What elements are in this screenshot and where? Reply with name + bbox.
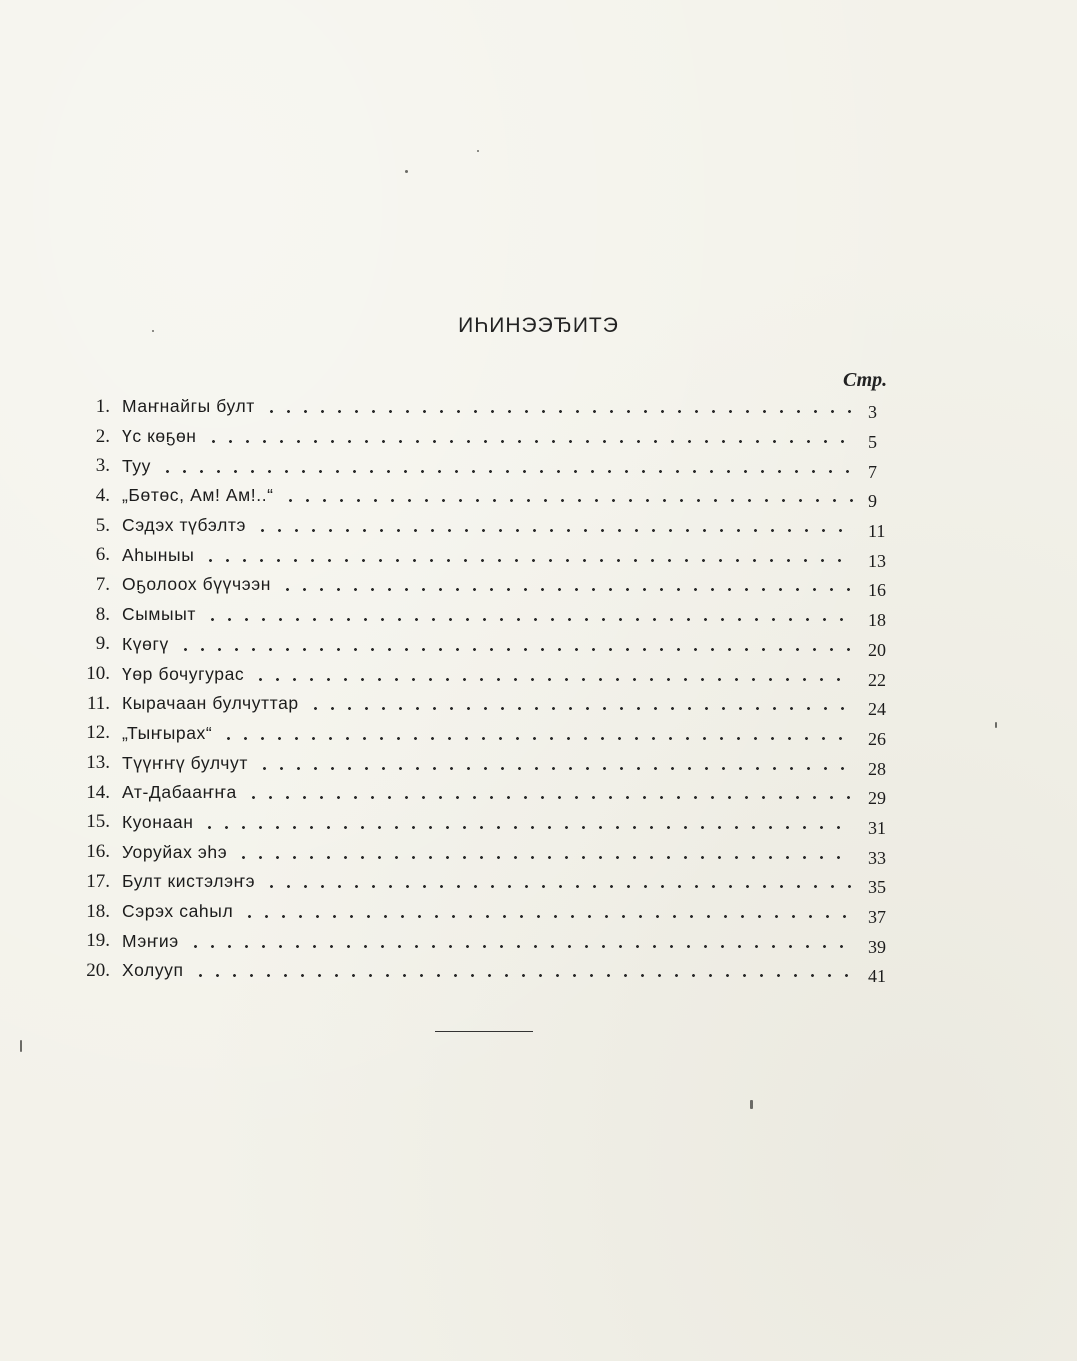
- entry-title: Аһыныы: [122, 544, 195, 565]
- dot-leader: [256, 767, 854, 770]
- dot-leader: [204, 618, 854, 621]
- entry-page-number: 39: [868, 936, 886, 957]
- toc-entry: [70, 570, 900, 600]
- entry-page-number: 11: [868, 521, 886, 542]
- toc-entry: [70, 719, 900, 749]
- entry-page-number: 24: [868, 699, 886, 720]
- entry-page-number: 7: [868, 461, 877, 482]
- entry-title: Сэрэх саһыл: [122, 901, 234, 922]
- table-of-contents: [70, 392, 900, 986]
- entry-title: Сэдэх түбэлтэ: [122, 515, 247, 536]
- print-speck: [405, 170, 408, 173]
- entry-number: 8.: [95, 603, 110, 625]
- dot-leader: [263, 410, 854, 413]
- dot-leader: [254, 529, 854, 532]
- dot-leader: [307, 707, 854, 710]
- toc-entry: [70, 540, 900, 570]
- entry-number: 4.: [95, 484, 110, 506]
- entry-page-number: 16: [868, 580, 886, 601]
- entry-number: 1.: [95, 395, 110, 417]
- dot-leader: [282, 499, 854, 502]
- toc-entry: [70, 392, 900, 422]
- entry-number: 9.: [95, 633, 110, 655]
- print-speck: [995, 722, 997, 728]
- entry-number: 13.: [86, 752, 110, 774]
- entry-page-number: 9: [868, 491, 877, 512]
- entry-number: 14.: [86, 781, 110, 803]
- entry-title: Үөр бочугурас: [122, 663, 245, 684]
- entry-title: Туу: [122, 455, 152, 476]
- dot-leader: [220, 737, 854, 740]
- entry-number: 19.: [86, 930, 110, 952]
- toc-entry: [70, 422, 900, 452]
- print-speck: [152, 330, 154, 332]
- entry-title: Оҕолоох бүүчээн: [122, 574, 272, 595]
- toc-entry: [70, 837, 900, 867]
- entry-title: Үс көҕөн: [122, 426, 197, 447]
- entry-number: 17.: [86, 870, 110, 892]
- print-speck: [20, 1040, 22, 1052]
- entry-number: 3.: [95, 455, 110, 477]
- entry-number: 20.: [86, 959, 110, 981]
- print-speck: [477, 150, 479, 152]
- entry-page-number: 29: [868, 788, 886, 809]
- entry-title: Сымыыт: [122, 604, 197, 625]
- entry-title: Кырачаан булчуттар: [122, 693, 299, 714]
- entry-page-number: 41: [868, 966, 886, 987]
- dot-leader: [159, 470, 854, 473]
- entry-title: „Бөтөс, Ам! Ам!..“: [122, 485, 274, 506]
- entry-number: 12.: [86, 722, 110, 744]
- toc-entry: [70, 689, 900, 719]
- entry-number: 10.: [86, 663, 110, 685]
- entry-title: Күөгү: [122, 633, 169, 654]
- entry-title: Уоруйах эһэ: [122, 841, 228, 862]
- toc-entry: [70, 481, 900, 511]
- entry-page-number: 33: [868, 847, 886, 868]
- toc-entry: [70, 451, 900, 481]
- toc-entry: [70, 659, 900, 689]
- dot-leader: [201, 826, 854, 829]
- dot-leader: [205, 440, 854, 443]
- page-column-header: Стр.: [843, 369, 888, 391]
- entry-number: 11.: [86, 692, 110, 714]
- dot-leader: [252, 678, 854, 681]
- toc-entry: [70, 600, 900, 630]
- dot-leader: [192, 974, 854, 977]
- dot-leader: [241, 915, 854, 918]
- entry-title: Булт кистэлэҥэ: [122, 871, 256, 892]
- entry-page-number: 20: [868, 639, 886, 660]
- entry-number: 18.: [86, 900, 110, 922]
- entry-title: Холууп: [122, 960, 184, 981]
- entry-number: 2.: [95, 425, 110, 447]
- entry-title: Ат-Дабааҥҥа: [122, 782, 237, 803]
- entry-page-number: 5: [868, 432, 877, 453]
- entry-page-number: 37: [868, 907, 886, 928]
- dot-leader: [235, 856, 854, 859]
- toc-entry: [70, 778, 900, 808]
- entry-page-number: 28: [868, 758, 886, 779]
- dot-leader: [177, 648, 854, 651]
- entry-page-number: 26: [868, 728, 886, 749]
- print-speck: [750, 1100, 753, 1109]
- toc-entry: [70, 630, 900, 660]
- toc-entry: [70, 956, 900, 986]
- contents-title: ИҺИНЭЭЂИТЭ: [458, 314, 619, 337]
- entry-number: 16.: [86, 841, 110, 863]
- entry-title: Маҥнайгы булт: [122, 396, 255, 417]
- toc-entry: [70, 897, 900, 927]
- end-rule-divider: [435, 1031, 533, 1032]
- entry-title: Куонаан: [122, 811, 194, 832]
- entry-page-number: 31: [868, 817, 886, 838]
- toc-entry: [70, 511, 900, 541]
- dot-leader: [279, 588, 854, 591]
- entry-title: Түүҥҥү булчут: [122, 752, 248, 773]
- entry-title: Мэҥиэ: [122, 930, 179, 951]
- entry-number: 15.: [86, 811, 110, 833]
- entry-number: 6.: [95, 544, 110, 566]
- entry-number: 7.: [95, 573, 110, 595]
- entry-page-number: 18: [868, 610, 886, 631]
- entry-title: „Тыҥырах“: [122, 722, 213, 743]
- entry-number: 5.: [95, 514, 110, 536]
- dot-leader: [187, 945, 854, 948]
- toc-entry: [70, 926, 900, 956]
- entry-page-number: 22: [868, 669, 886, 690]
- entry-page-number: 13: [868, 550, 886, 571]
- entry-page-number: 3: [868, 402, 877, 423]
- toc-entry: [70, 867, 900, 897]
- toc-entry: [70, 748, 900, 778]
- dot-leader: [263, 885, 854, 888]
- dot-leader: [245, 796, 854, 799]
- dot-leader: [202, 559, 854, 562]
- entry-page-number: 35: [868, 877, 886, 898]
- toc-entry: [70, 808, 900, 838]
